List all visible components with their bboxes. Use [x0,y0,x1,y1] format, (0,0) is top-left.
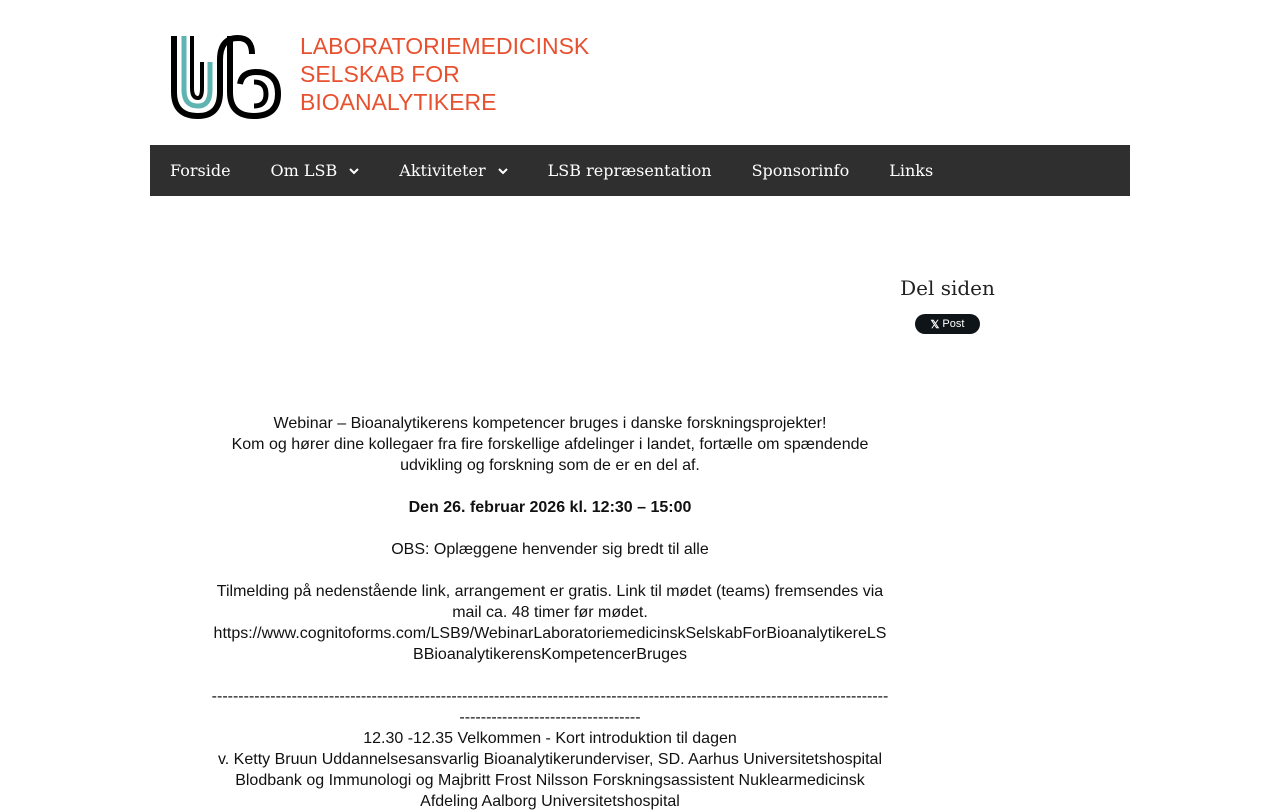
divider-line: ----------------------------------------------------------------------------------------------------------------------------------------------------------------- [211,688,889,726]
sidebar-share [870,276,1025,334]
signup-link[interactable]: https://www.cognitoforms.com/LSB9/WebinarLaboratoriemedicinskSelskabForBioanalytikereLSBBioanalytikerensKompetencerBruges [213,625,887,663]
nav-item-label: Sponsorinfo [751,161,850,180]
main-navigation [150,145,1130,196]
nav-item-aktiviteter[interactable] [379,145,527,196]
logo-text [300,32,589,116]
nav-item-lsb-repraesentation[interactable] [528,145,732,196]
nav-item-links[interactable] [869,145,953,196]
event-date: Den 26. februar 2026 kl. 12:30 – 15:00 [408,499,692,516]
nav-item-label: LSB repræsentation [547,161,712,180]
nav-item-sponsorinfo[interactable] [732,145,870,196]
x-logo-icon: 𝕏 [930,318,940,331]
sidebar-heading: Del siden [900,276,995,300]
nav-item-label: Om LSB [270,161,338,180]
nav-item-label: Aktiviteter [399,161,486,180]
x-post-button[interactable] [915,314,980,334]
nav-item-label: Forside [170,161,231,180]
chevron-down-icon [498,166,508,176]
logo-line-1: LABORATORIEMEDICINSK [300,33,590,59]
signup-text: Tilmelding på nedenstående link, arrangement er gratis. Link til mødet (teams) fremsendes via mail ca. 48 timer før mødet. [216,583,884,621]
main-content [210,413,890,812]
logo-line-3: BIOANALYTIKERE [300,89,497,115]
intro-text: Kom og hører dine kollegaer fra fire forskellige afdelinger i landet, fortælle om spændende udvikling og forskning som de er en del af. [231,436,869,474]
program-item-1: 12.30 -12.35 Velkommen - Kort introduktion til dagen [363,730,737,747]
nav-item-om-lsb[interactable] [251,145,380,196]
site-logo[interactable] [170,32,600,122]
x-post-label: Post [942,318,965,330]
chevron-down-icon [349,166,359,176]
nav-item-forside[interactable] [150,145,251,196]
logo-line-2: SELSKAB FOR [300,61,460,87]
obs-note: OBS: Oplæggene henvender sig bredt til alle [391,541,709,558]
nav-item-label: Links [889,161,934,180]
intro-title: Webinar – Bioanalytikerens kompetencer bruges i danske forskningsprojekter! [273,415,827,432]
lsb-logo-icon [170,32,285,122]
program-item-1-detail: v. Ketty Bruun Uddannelsesansvarlig Bioanalytikerunderviser, SD. Aarhus Universitetshospital Blodbank og Immunologi og Majbritt Frost Nilsson Forskningsassistent Nuklearmedicinsk Afdeling Aalborg Universitetshospital [217,751,883,810]
